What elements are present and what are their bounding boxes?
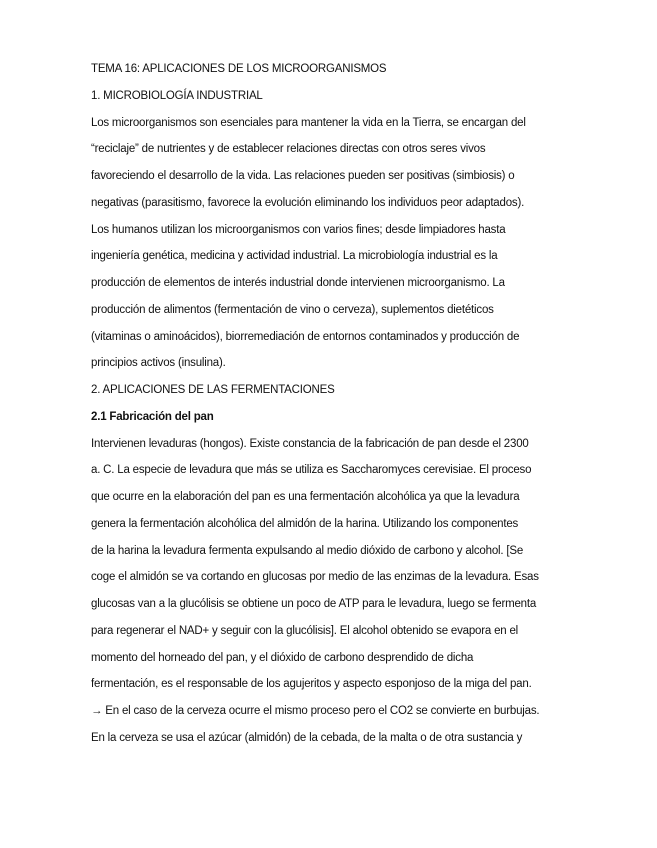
paragraph-line: “reciclaje” de nutrientes y de establecer relaciones directas con otros seres vivos <box>91 143 486 156</box>
paragraph-line: Los humanos utilizan los microorganismos con varios fines; desde limpiadores hasta <box>91 223 506 236</box>
paragraph-line: coge el almidón se va cortando en glucosas por medio de las enzimas de la levadura. Esas <box>91 571 539 584</box>
section-heading-2: 2. APLICACIONES DE LAS FERMENTACIONES <box>91 384 335 396</box>
paragraph-line: glucosas van a la glucólisis se obtiene un poco de ATP para le levadura, luego se fermenta <box>91 598 537 610</box>
paragraph-line: ingeniería genética, medicina y actividad industrial. La microbiología industrial es la <box>91 250 498 263</box>
paragraph-line: principios activos (insulina). <box>91 357 226 370</box>
section-heading-1: 1. MICROBIOLOGÍA INDUSTRIAL <box>91 89 263 102</box>
paragraph-line: a. C. La especie de levadura que más se utiliza es Saccharomyces cerevisiae. El proceso <box>91 464 532 477</box>
paragraph-line: Los microorganismos son esenciales para mantener la vida en la Tierra, se encargan del <box>91 116 526 129</box>
paragraph-line: negativas (parasitismo, favorece la evolución eliminando los individuos peor adaptados). <box>91 196 525 209</box>
subsection-heading: 2.1 Fabricación del pan <box>91 410 214 423</box>
paragraph-line: para regenerar el NAD+ y seguir con la glucólisis]. El alcohol obtenido se evapora en el <box>91 624 519 637</box>
paragraph-line: genera la fermentación alcohólica del almidón de la harina. Utilizando los componentes <box>91 517 519 530</box>
paragraph-line: producción de elementos de interés industrial donde intervienen microorganismo. La <box>91 277 505 289</box>
paragraph-line: fermentación, es el responsable de los agujeritos y aspecto esponjoso de la miga del pan. <box>91 678 532 691</box>
doc-title: TEMA 16: APLICACIONES DE LOS MICROORGANISMOS <box>91 63 387 75</box>
paragraph-line: (vitaminas o aminoácidos), biorremediación de entornos contaminados y producción de <box>91 330 520 343</box>
paragraph-line: favoreciendo el desarrollo de la vida. Las relaciones pueden ser positivas (simbiosis) o <box>91 170 515 182</box>
paragraph-line: En la cerveza se usa el azúcar (almidón) de la cebada, de la malta o de otra sustancia y <box>91 731 523 744</box>
paragraph-line: que ocurre en la elaboración del pan es una fermentación alcohólica ya que la levadura <box>91 491 520 503</box>
paragraph-line: Intervienen levaduras (hongos). Existe constancia de la fabricación de pan desde el 2300 <box>91 437 529 450</box>
paragraph-line: momento del horneado del pan, y el dióxido de carbono desprendido de dicha <box>91 651 474 664</box>
paragraph-line: → En el caso de la cerveza ocurre el mismo proceso pero el CO2 se convierte en burbujas. <box>91 705 540 717</box>
paragraph-line: producción de alimentos (fermentación de vino o cerveza), suplementos dietéticos <box>91 303 494 316</box>
paragraph-line: de la harina la levadura fermenta expulsando al medio dióxido de carbono y alcohol. [Se <box>91 544 524 557</box>
